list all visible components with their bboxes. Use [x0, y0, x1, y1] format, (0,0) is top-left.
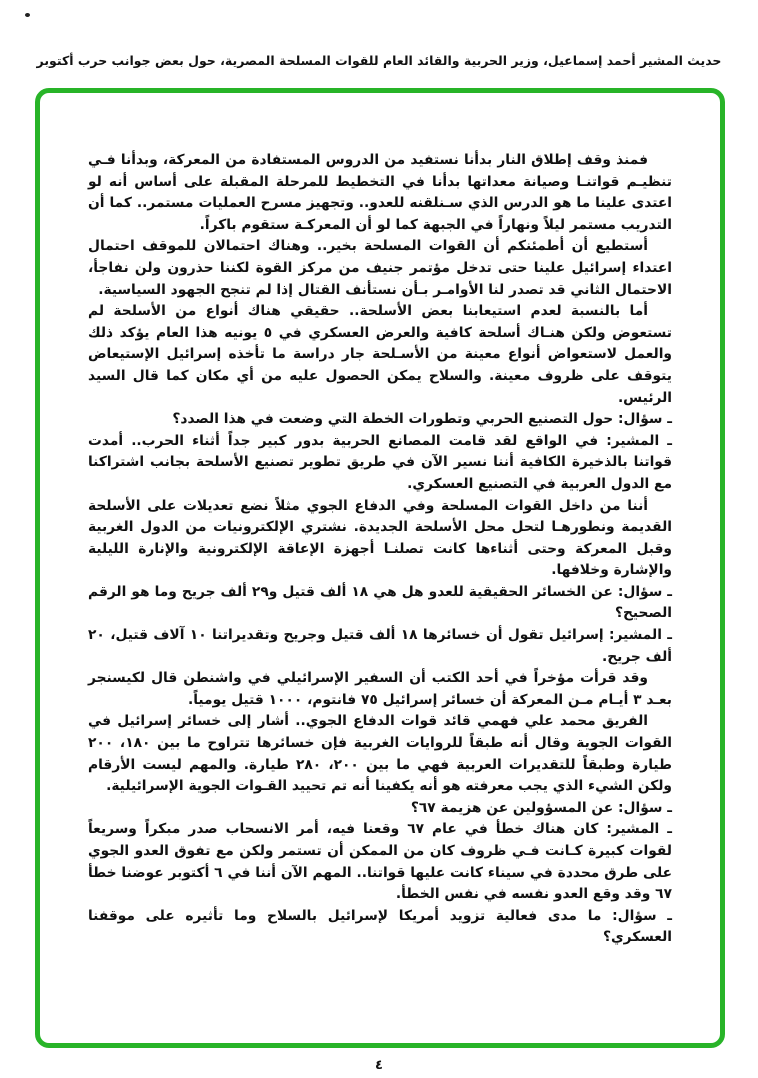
answer-line: ـ المشير: في الواقع لقد قامت المصانع الحربية بدور كبير جداً أثناء الحرب.. أمدت قواتنا بالذخيرة الكافية أننا نسير الآن في طريق تطوير تصنيع الأسلحة بجانب اشتراكنا مع الدول العربية في التصنيع العسكري. [88, 432, 672, 492]
question-line: ـ سؤال: حول التصنيع الحربي وتطورات الخطة التي وضعت في هذا الصدد؟ [172, 411, 672, 428]
paragraph: فمنذ وقف إطلاق النار بدأنا نستفيد من الدروس المستفادة من المعركة، وبدأنا فـي تنظيـم قواتنـا وصيانة معداتها بدأنا في التخطيط للمرحلة المقبلة على أساس أنه لو اعتدى علينا ما هو الدرس الذي سـنلقنه للعدو.. وتجهيز مسرح العمليات مستمر.. كما أن التدريب مستمر ليلاً ونهاراً في الجبهة كما لو أن المعركـة ستقوم باكراً. [88, 152, 672, 233]
question-line: ـ سؤال: عن الخسائر الحقيقية للعدو هل هي ١٨ ألف قتيل و٢٩ ألف جريح وما هو الرقم الصحيح؟ [88, 583, 673, 622]
answer-line: ـ المشير: إسرائيل تقول أن خسائرها ١٨ ألف قتيل وجريح وتقديراتنا ١٠ آلاف قتيل، ٢٠ ألف جريح. [88, 627, 672, 665]
question-line: ـ سؤال: ما مدى فعالية تزويد أمريكا لإسرائيل بالسلاح وما تأثيره على موقفنا العسكري؟ [88, 907, 672, 946]
document-header-title: حديث المشير أحمد إسماعيل، وزير الحربية والقائد العام للقوات المسلحة المصرية، حول بعض جوانب حرب أكتوبر [36, 53, 722, 68]
page-number: ٤ [375, 1058, 383, 1073]
paragraph: أننا من داخل القوات المسلحة وفي الدفاع الجوي مثلاً نضع تعديلات على الأسلحة القديمة ونطورهـا لتحل محل الأسلحة الجديدة. نشتري الإلكترونيات من الدول الغربية وقبل المعركة وحتى أثناءها كانت تصلنـا أجهزة الإعاقة الإلكترونية والإنارة الليلية والإشارة وخلافها. [88, 497, 672, 579]
paragraph: أما بالنسبة لعدم استيعابنا بعض الأسلحة.. حقيقي هناك أنواع من الأسلحة لم تستعوض ولكن هنـاك أسلحة كافية والعرض العسكري في ٥ يونيه هذا العام يؤكد ذلك والعمل لاستعواض أنواع معينة من الأسـلحة جار دراسة ما تأخذه إسرائيل الإستيعاض يتوقف على ظروف معينة. والسلاح يمكن الحصول عليه من أي مكان كما قال السيد الرئيس. [88, 303, 672, 406]
paragraph: أستطيع أن أطمئنكم أن القوات المسلحة بخير.. وهناك احتمالان للموقف احتمال اعتداء إسرائيل علينا حتى تدخل مؤتمر جنيف من مركز القوة لكننا حذرون ولن نفاجأ، الاحتمال الثاني قد تصدر لنا الأوامـر بـأن نستأنف القتال إذا لم تنجح الجهود السياسية. [88, 238, 672, 298]
scan-artifact-dot [25, 13, 30, 17]
document-body [88, 150, 672, 949]
question-line: ـ سؤال: عن المسؤولين عن هزيمة ٦٧؟ [410, 799, 672, 816]
paragraph: وقد قرأت مؤخراً في أحد الكتب أن السفير الإسرائيلي في واشنطن قال لكيسنجر بعـد ٣ أيـام مـن المعركة أن خسائر إسرائيل ٧٥ فانتوم، ١٠٠٠ قتيل يومياً. [88, 670, 672, 708]
paragraph: الفريق محمد علي فهمي قائد قوات الدفاع الجوي.. أشار إلى خسائر إسرائيل في القوات الجوية وقال أنه طبقاً للروايات الغربية فإن خسائرها تتراوح ما بين ١٨٠، ٢٠٠ طيارة وطبقاً للتقديرات العربية فهي ما بين ٢٠٠، ٢٨٠ طيارة. والمهم ليست الأرقام ولكن الشيء الذي يجب معرفته هو أنه يكفينا أنه تم تحييد القـوات الجوية الإسرائيلية. [88, 713, 673, 795]
answer-line: ـ المشير: كان هناك خطأ في عام ٦٧ وقعنا فيه، أمر الانسحاب صدر مبكراً وسريعاً لقوات كبيرة كـانت فـي ظروف كان من الممكن أن تستمر ولكن مع تفوق العدو الجوي على طرق محددة في سيناء كانت عليها قواتنا.. المهم الآن أننا في ٦ أكتوبر عوضنا خطأ ٦٧ وقد وقع العدو نفسه في نفس الخطأ. [88, 821, 672, 903]
